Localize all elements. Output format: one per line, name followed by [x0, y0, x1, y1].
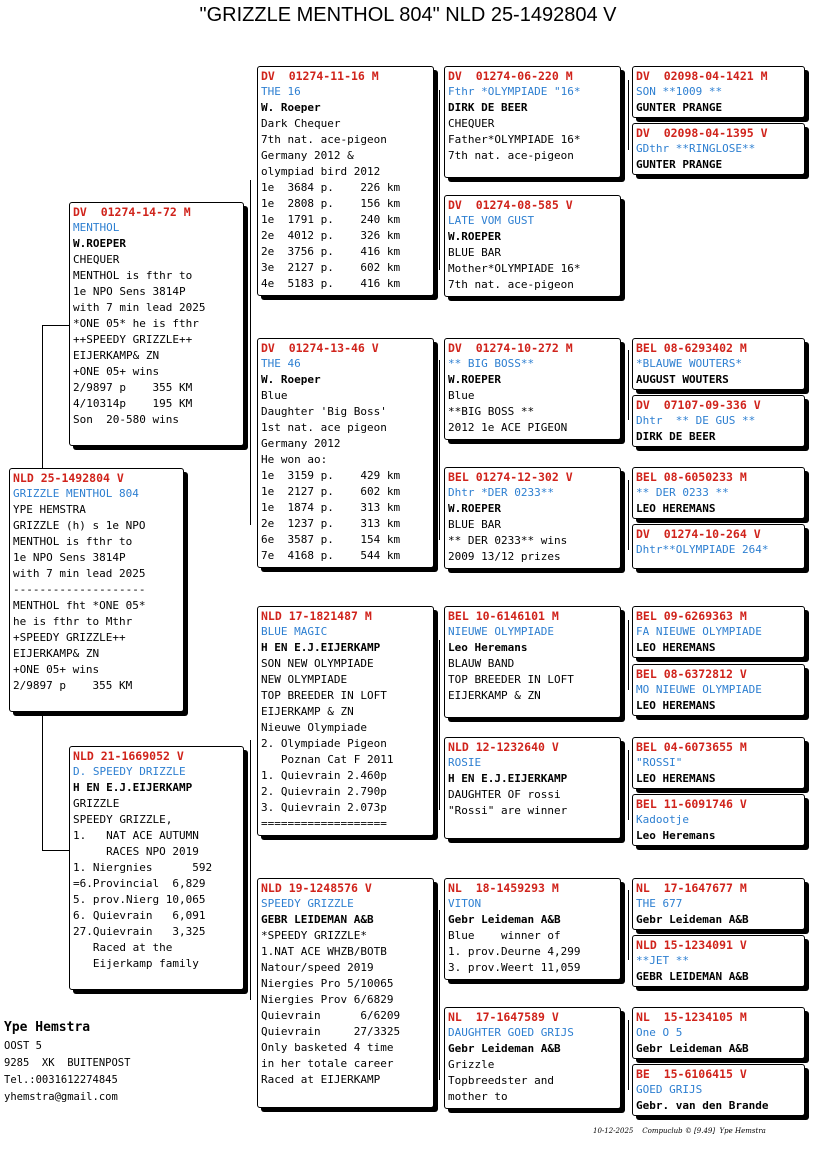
pigeon-name: BLUE MAGIC: [261, 625, 328, 638]
card-text-line: SON NEW OLYMPIADE: [261, 657, 374, 670]
card-text-line: MENTHOL is fthr to: [73, 269, 193, 282]
pigeon-name: GDthr **RINGLOSE**: [636, 142, 756, 155]
ring-number: DV 01274-14-72 M: [73, 205, 191, 219]
card-text-line: 2/9897 p 355 KM: [73, 381, 193, 394]
owner-name: Ype Hemstra: [4, 1020, 91, 1035]
ring-number: DV 01274-11-16 M: [261, 69, 379, 83]
breeder-name: AUGUST WOUTERS: [636, 373, 729, 386]
breeder-name: Gebr. van den Brande: [636, 1099, 769, 1112]
pigeon-name: Dhtr *DER 0233**: [448, 486, 554, 499]
card-text-line: MENTHOL fht *ONE 05*: [13, 599, 146, 612]
card-text-line: 4e 5183 p. 416 km: [261, 277, 401, 290]
pigeon-name: ** DER 0233 **: [636, 486, 729, 499]
pigeon-name: **JET **: [636, 954, 689, 967]
card-text-line: with 7 min lead 2025: [13, 567, 146, 580]
owner-address-block: [4, 1018, 130, 1106]
card-text-line: GRIZZLE (h) s 1e NPO: [13, 519, 146, 532]
pedigree-card-gen4-10[interactable]: [632, 794, 805, 846]
pigeon-name: Kadootje: [636, 813, 689, 826]
owner-email[interactable]: yhemstra@gmail.com: [4, 1091, 118, 1103]
connector-line: [628, 80, 629, 150]
pigeon-name: Dhtr ** DE GUS **: [636, 414, 756, 427]
card-text-line: 2e 1237 p. 313 km: [261, 517, 401, 530]
card-text-line: with 7 min lead 2025: [73, 301, 206, 314]
card-text-line: =6.Provincial 6,829: [73, 877, 206, 890]
breeder-name: W. Roeper: [261, 101, 321, 114]
pedigree-card-gen4-14[interactable]: [632, 1064, 805, 1116]
card-text-line: 3. prov.Weert 11,059: [448, 961, 581, 974]
card-text-line: 3e 2127 p. 602 km: [261, 261, 401, 274]
card-text-line: Blue: [448, 389, 475, 402]
card-text-line: 1e 3684 p. 226 km: [261, 181, 401, 194]
breeder-name: Gebr Leideman A&B: [448, 913, 561, 926]
pedigree-card-gen4-9[interactable]: [632, 737, 805, 789]
card-text-line: RACES NPO 2019: [73, 845, 199, 858]
pigeon-name: D. SPEEDY DRIZZLE: [73, 765, 186, 778]
card-text-line: 1e 3159 p. 429 km: [261, 469, 401, 482]
card-text-line: *SPEEDY GRIZZLE*: [261, 929, 367, 942]
card-text-line: he is fthr to Mthr: [13, 615, 133, 628]
card-text-line: 1.NAT ACE WHZB/BOTB: [261, 945, 387, 958]
card-text-line: Dark Chequer: [261, 117, 341, 130]
card-text-line: Quievrain 6/6209: [261, 1009, 401, 1022]
card-text-line: 2e 4012 p. 326 km: [261, 229, 401, 242]
card-text-line: Only basketed 4 time: [261, 1041, 394, 1054]
breeder-name: LEO HEREMANS: [636, 772, 716, 785]
card-text-line: 7e 4168 p. 544 km: [261, 549, 401, 562]
card-text-line: 5. prov.Nierg 10,065: [73, 893, 206, 906]
breeder-name: GEBR LEIDEMAN A&B: [636, 970, 749, 983]
breeder-name: DIRK DE BEER: [448, 101, 528, 114]
card-text-line: Niergies Pro 5/10065: [261, 977, 394, 990]
connector-line: [628, 350, 629, 420]
pigeon-name: DAUGHTER GOED GRIJS: [448, 1026, 574, 1039]
ring-number: DV 01274-10-272 M: [448, 341, 573, 355]
breeder-name: Gebr Leideman A&B: [636, 1042, 749, 1055]
card-text-line: 1. NAT ACE AUTUMN: [73, 829, 199, 842]
pedigree-card-gen4-3[interactable]: [632, 338, 805, 390]
breeder-name: LEO HEREMANS: [636, 502, 716, 515]
ring-number: NLD 15-1234091 V: [636, 938, 747, 952]
pigeon-name: SON **1009 **: [636, 85, 723, 98]
pedigree-card-gen4-1[interactable]: [632, 66, 805, 118]
card-text-line: TOP BREEDER IN LOFT: [448, 673, 574, 686]
pigeon-name: ** BIG BOSS**: [448, 357, 535, 370]
pigeon-name: "ROSSI": [636, 756, 683, 769]
ring-number: NL 15-1234105 M: [636, 1010, 747, 1024]
pedigree-card-dam-sire[interactable]: [257, 606, 434, 836]
card-text-line: SPEEDY GRIZZLE,: [73, 813, 173, 826]
pigeon-name: Fthr *OLYMPIADE "16*: [448, 85, 581, 98]
card-text-line: Quievrain 27/3325: [261, 1025, 401, 1038]
card-text-line: in her totale career: [261, 1057, 394, 1070]
ring-number: DV 02098-04-1395 V: [636, 126, 768, 140]
card-text-line: 1e 1874 p. 313 km: [261, 501, 401, 514]
card-text-line: Germany 2012: [261, 437, 341, 450]
breeder-name: GEBR LEIDEMAN A&B: [261, 913, 374, 926]
connector-line: [439, 910, 440, 1080]
owner-city: 9285 XK BUITENPOST: [4, 1057, 131, 1069]
ring-number: BEL 11-6091746 V: [636, 797, 747, 811]
card-text-line: BLUE BAR: [448, 246, 501, 259]
pedigree-card-gen4-7[interactable]: [632, 606, 805, 658]
owner-phone: Tel.:0031612274845: [4, 1074, 118, 1086]
card-text-line: Blue winner of: [448, 929, 561, 942]
pedigree-card-gen4-11[interactable]: [632, 878, 805, 930]
card-text-line: Nieuwe Olympiade: [261, 721, 367, 734]
card-text-line: Grizzle: [448, 1058, 495, 1071]
pedigree-card-sire-sire[interactable]: [257, 66, 434, 296]
connector-line: [42, 850, 70, 851]
pigeon-name: NIEUWE OLYMPIADE: [448, 625, 554, 638]
pedigree-card-gen4-8[interactable]: [632, 664, 805, 716]
footer-credit: 10-12-2025 Compuclub © [9.49] Ype Hemstra: [593, 1127, 766, 1135]
card-text-line: EIJERKAMP & ZN: [448, 689, 541, 702]
ring-number: DV 01274-10-264 V: [636, 527, 761, 541]
card-text-line: 1. Niergnies 592: [73, 861, 213, 874]
card-text-line: He won ao:: [261, 453, 328, 466]
card-text-line: Natour/speed 2019: [261, 961, 374, 974]
pedigree-card-sire-sire-dam[interactable]: [444, 195, 621, 297]
breeder-name: GUNTER PRANGE: [636, 101, 723, 114]
card-text-line: CHEQUER: [448, 117, 495, 130]
ring-number: NLD 17-1821487 M: [261, 609, 372, 623]
ring-number: NLD 19-1248576 V: [261, 881, 372, 895]
card-text-line: CHEQUER: [73, 253, 120, 266]
ring-number: BEL 09-6269363 M: [636, 609, 747, 623]
card-text-line: +SPEEDY GRIZZLE++: [13, 631, 126, 644]
connector-line: [42, 712, 43, 850]
connector-line: [250, 180, 251, 525]
ring-number: BE 15-6106415 V: [636, 1067, 747, 1081]
pigeon-name: FA NIEUWE OLYMPIADE: [636, 625, 762, 638]
card-text-line: Topbreedster and: [448, 1074, 554, 1087]
ring-number: NLD 25-1492804 V: [13, 471, 124, 485]
card-text-line: 2/9897 p 355 KM: [13, 679, 133, 692]
card-text-line: EIJERKAMP& ZN: [13, 647, 100, 660]
card-text-line: TOP BREEDER IN LOFT: [261, 689, 387, 702]
pedigree-card-dam-sire-dam[interactable]: [444, 737, 621, 839]
ring-number: BEL 04-6073655 M: [636, 740, 747, 754]
breeder-name: GUNTER PRANGE: [636, 158, 723, 171]
card-text-line: BLUE BAR: [448, 518, 501, 531]
connector-line: [439, 360, 440, 540]
pedigree-card-gen4-13[interactable]: [632, 1007, 805, 1059]
card-text-line: 1e NPO Sens 3814P: [13, 551, 126, 564]
card-text-line: +ONE 05+ wins: [13, 663, 100, 676]
pigeon-name: THE 16: [261, 85, 301, 98]
ring-number: NLD 12-1232640 V: [448, 740, 559, 754]
ring-number: DV 01274-06-220 M: [448, 69, 573, 83]
card-text-line: GRIZZLE: [73, 797, 120, 810]
pedigree-card-sire-sire-sire[interactable]: [444, 66, 621, 178]
card-text-line: Germany 2012 &: [261, 149, 354, 162]
pigeon-name: GOED GRIJS: [636, 1083, 703, 1096]
pedigree-card-gen4-4[interactable]: [632, 395, 805, 447]
card-text-line: EIJERKAMP& ZN: [73, 349, 160, 362]
pedigree-card-dam-sire-sire[interactable]: [444, 606, 621, 718]
breeder-name: Leo Heremans: [636, 829, 716, 842]
card-text-line: 1. Quievrain 2.460p: [261, 769, 387, 782]
ring-number: BEL 01274-12-302 V: [448, 470, 573, 484]
card-text-line: 6e 3587 p. 154 km: [261, 533, 401, 546]
connector-line: [42, 325, 43, 470]
card-text-line: Blue: [261, 389, 288, 402]
pedigree-card-dam-dam-sire[interactable]: [444, 878, 621, 980]
pigeon-name: VITON: [448, 897, 482, 910]
breeder-name: H EN E.J.EIJERKAMP: [448, 772, 568, 785]
card-text-line: Daughter 'Big Boss': [261, 405, 387, 418]
pedigree-card-gen4-12[interactable]: [632, 935, 805, 987]
breeder-name: W.ROEPER: [448, 373, 501, 386]
pigeon-name: GRIZZLE MENTHOL 804: [13, 487, 139, 500]
pedigree-title: "GRIZZLE MENTHOL 804" NLD 25-1492804 V: [199, 4, 617, 26]
pigeon-name: SPEEDY GRIZZLE: [261, 897, 354, 910]
ring-number: BEL 08-6372812 V: [636, 667, 747, 681]
breeder-name: H EN E.J.EIJERKAMP: [73, 781, 193, 794]
ring-number: NL 18-1459293 M: [448, 881, 559, 895]
card-text-line: 27.Quievrain 3,325: [73, 925, 206, 938]
pedigree-card-dam[interactable]: [69, 746, 244, 990]
card-text-line: MENTHOL is fthr to: [13, 535, 133, 548]
ring-number: DV 01274-08-585 V: [448, 198, 573, 212]
card-text-line: DAUGHTER OF rossi: [448, 788, 561, 801]
breeder-name: DIRK DE BEER: [636, 430, 716, 443]
pedigree-card-subject[interactable]: [9, 468, 184, 712]
pigeon-name: MENTHOL: [73, 221, 120, 234]
connector-line: [439, 90, 440, 270]
card-text-line: 6. Quievrain 6,091: [73, 909, 206, 922]
ring-number: NL 17-1647677 M: [636, 881, 747, 895]
pedigree-card-dam-dam[interactable]: [257, 878, 434, 1108]
card-text-line: Father*OLYMPIADE 16*: [448, 133, 581, 146]
card-text-line: 1e 1791 p. 240 km: [261, 213, 401, 226]
ring-number: DV 07107-09-336 V: [636, 398, 761, 412]
pigeon-name: MO NIEUWE OLYMPIADE: [636, 683, 762, 696]
breeder-name: Gebr Leideman A&B: [636, 913, 749, 926]
card-text-line: Raced at EIJERKAMP: [261, 1073, 381, 1086]
pigeon-name: ROSIE: [448, 756, 482, 769]
pigeon-name: *BLAUWE WOUTERS*: [636, 357, 742, 370]
card-text-line: 2. Olympiade Pigeon: [261, 737, 387, 750]
card-text-line: ** DER 0233** wins: [448, 534, 568, 547]
card-text-line: NEW OLYMPIADE: [261, 673, 348, 686]
card-text-line: 1st nat. ace pigeon: [261, 421, 387, 434]
breeder-name: Gebr Leideman A&B: [448, 1042, 561, 1055]
card-text-line: 1. prov.Deurne 4,299: [448, 945, 581, 958]
card-text-line: ++SPEEDY GRIZZLE++: [73, 333, 193, 346]
ring-number: DV 01274-13-46 V: [261, 341, 379, 355]
card-text-line: **BIG BOSS **: [448, 405, 535, 418]
breeder-name: Leo Heremans: [448, 641, 528, 654]
ring-number: NLD 21-1669052 V: [73, 749, 184, 763]
card-text-line: 1e 2127 p. 602 km: [261, 485, 401, 498]
card-text-line: "Rossi" are winner: [448, 804, 568, 817]
ring-number: BEL 08-6293402 M: [636, 341, 747, 355]
breeder-name: W.ROEPER: [73, 237, 126, 250]
card-text-line: 2. Quievrain 2.790p: [261, 785, 387, 798]
card-text-line: 1e NPO Sens 3814P: [73, 285, 186, 298]
card-text-line: 3. Quievrain 2.073p: [261, 801, 387, 814]
card-text-line: mother to: [448, 1090, 508, 1103]
ring-number: BEL 10-6146101 M: [448, 609, 559, 623]
pedigree-card-sire-dam[interactable]: [257, 338, 434, 568]
breeder-name: LEO HEREMANS: [636, 699, 716, 712]
breeder-name: LEO HEREMANS: [636, 641, 716, 654]
card-text-line: 2e 3756 p. 416 km: [261, 245, 401, 258]
pigeon-name: Dhtr**OLYMPIADE 264*: [636, 543, 769, 556]
connector-line: [628, 1020, 629, 1090]
pigeon-name: THE 46: [261, 357, 301, 370]
card-text-line: ===================: [261, 817, 387, 830]
card-text-line: Raced at the: [73, 941, 173, 954]
card-text-line: Son 20-580 wins: [73, 413, 179, 426]
pedigree-card-gen4-2[interactable]: [632, 123, 805, 175]
breeder-name: W.ROEPER: [448, 230, 501, 243]
pedigree-card-dam-dam-dam[interactable]: [444, 1007, 621, 1109]
pigeon-name: LATE VOM GUST: [448, 214, 535, 227]
card-text-line: 7th nat. ace-pigeon: [261, 133, 387, 146]
ring-number: BEL 08-6050233 M: [636, 470, 747, 484]
card-text-line: Poznan Cat F 2011: [261, 753, 394, 766]
card-text-line: olympiad bird 2012: [261, 165, 381, 178]
connector-line: [250, 740, 251, 1000]
pedigree-card-sire[interactable]: [69, 202, 244, 446]
card-text-line: *ONE 05* he is fthr: [73, 317, 199, 330]
card-text-line: +ONE 05+ wins: [73, 365, 160, 378]
pedigree-card-sire-dam-dam[interactable]: [444, 467, 621, 569]
pedigree-card-gen4-6[interactable]: [632, 524, 805, 569]
card-text-line: BLAUW BAND: [448, 657, 515, 670]
card-text-line: Mother*OLYMPIADE 16*: [448, 262, 581, 275]
card-text-line: 1e 2808 p. 156 km: [261, 197, 401, 210]
connector-line: [42, 325, 70, 326]
card-text-line: 2012 1e ACE PIGEON: [448, 421, 568, 434]
connector-line: [628, 890, 629, 960]
card-text-line: Eijerkamp family: [73, 957, 199, 970]
card-text-line: 7th nat. ace-pigeon: [448, 278, 574, 291]
breeder-name: W. Roeper: [261, 373, 321, 386]
connector-line: [628, 750, 629, 820]
pedigree-card-sire-dam-sire[interactable]: [444, 338, 621, 440]
ring-number: DV 02098-04-1421 M: [636, 69, 768, 83]
pigeon-name: THE 677: [636, 897, 683, 910]
breeder-name: H EN E.J.EIJERKAMP: [261, 641, 381, 654]
card-text-line: 2009 13/12 prizes: [448, 550, 561, 563]
connector-line: [628, 480, 629, 550]
ring-number: NL 17-1647589 V: [448, 1010, 559, 1024]
connector-line: [439, 640, 440, 810]
breeder-name: W.ROEPER: [448, 502, 501, 515]
card-text-line: 4/10314p 195 KM: [73, 397, 193, 410]
card-text-line: YPE HEMSTRA: [13, 503, 86, 516]
pedigree-card-gen4-5[interactable]: [632, 467, 805, 519]
owner-street: OOST 5: [4, 1040, 42, 1052]
card-text-line: EIJERKAMP & ZN: [261, 705, 354, 718]
connector-line: [628, 620, 629, 690]
card-text-line: Niergies Prov 6/6829: [261, 993, 394, 1006]
card-text-line: --------------------: [13, 583, 146, 596]
card-text-line: 7th nat. ace-pigeon: [448, 149, 574, 162]
pigeon-name: One O 5: [636, 1026, 683, 1039]
